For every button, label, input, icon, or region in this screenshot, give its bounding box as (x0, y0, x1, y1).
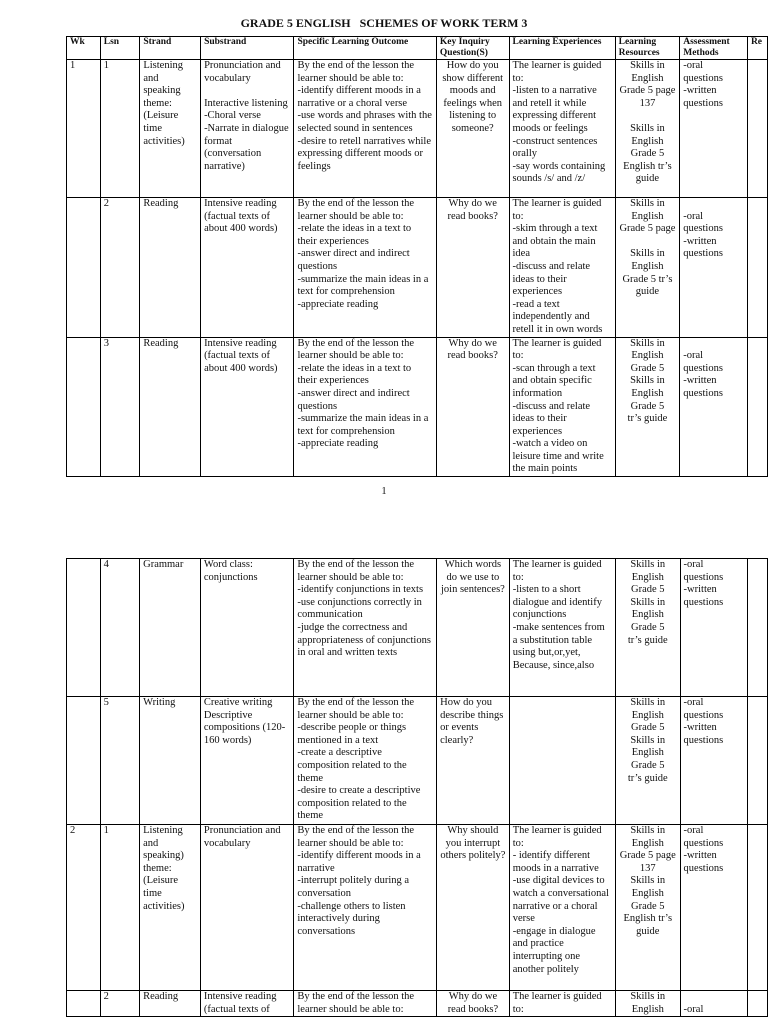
table-row (67, 337, 768, 477)
cell-outcome: By the end of the lesson the learner should be able to: (294, 991, 437, 1017)
cell-strand: Listening and speaking theme: (Leisure time activities) (140, 60, 201, 198)
cell-outcome: By the end of the lesson the learner should be able to: -identify different moods in a narrative or a choral verse -use words and phrases with the selected sound in sentences -desire to retell narratives while expressing different moods or feelings (294, 60, 436, 198)
cell-resources: Skills in English Grade 5 Skills in English Grade 5 tr’s guide (616, 559, 681, 697)
table-row (67, 559, 768, 697)
header-experiences: Learning Experiences (509, 37, 615, 60)
cell-assessment: -oral questions -written questions (680, 825, 748, 991)
cell-question: Why should you interrupt others politely? (437, 825, 510, 991)
cell-substrand: Pronunciation and vocabulary Interactive listening -Choral verse -Narrate in dialogue format (conversation narrative) (201, 60, 294, 198)
table-row (67, 825, 768, 991)
cell-lesson: 4 (100, 559, 140, 697)
cell-experiences: The learner is guided to: - identify different moods in a narrative -use digital devices to watch a conversational narrative or a choral verse -engage in dialogue and practice interrupting one another politely (509, 825, 615, 991)
cell-question: Why do we read books? (436, 198, 509, 338)
cell-remarks (747, 60, 767, 198)
cell-substrand: Intensive reading (factual texts of about 400 words) (201, 198, 294, 338)
cell-outcome: By the end of the lesson the learner should be able to: -identify different moods in a narrative -interrupt politely during a conversation -challenge others to listen interactively during conversations (294, 825, 437, 991)
cell-remarks (748, 559, 768, 697)
cell-remarks (747, 337, 767, 477)
cell-lesson: 3 (100, 337, 140, 477)
cell-substrand: Pronunciation and vocabulary (200, 825, 294, 991)
cell-question: How do you show different moods and feelings when listening to someone? (436, 60, 509, 198)
cell-remarks (747, 198, 767, 338)
cell-remarks (748, 697, 768, 825)
cell-week (67, 559, 101, 697)
table-row (67, 60, 768, 198)
cell-substrand: Creative writing Descriptive compositions (120-160 words) (200, 697, 294, 825)
cell-outcome: By the end of the lesson the learner should be able to: -relate the ideas in a text to their experiences -answer direct and indirect questions -summarize the main ideas in a text for comprehension -appreciate reading (294, 198, 436, 338)
header-remarks: Re (747, 37, 767, 60)
cell-experiences: The learner is guided to: -listen to a short dialogue and identify conjunctions -make sentences from a substitution table using but,or,yet, Because, since,also (509, 559, 615, 697)
cell-outcome: By the end of the lesson the learner should be able to: -relate the ideas in a text to their experiences -answer direct and indirect questions -summarize the main ideas in a text for comprehension -appreciate reading (294, 337, 436, 477)
cell-resources: Skills in English Grade 5 Skills in English Grade 5 tr’s guide (616, 697, 681, 825)
cell-strand: Reading (140, 198, 201, 338)
table-row (67, 198, 768, 338)
cell-assessment: -oral questions -written questions (680, 60, 748, 198)
cell-question: How do you describe things or events clearly? (437, 697, 510, 825)
page-title: GRADE 5 ENGLISH SCHEMES OF WORK TERM 3 (240, 16, 528, 30)
cell-resources: Skills in English Grade 5 Skills in English Grade 5 tr’s guide (615, 337, 680, 477)
cell-substrand: Intensive reading (factual texts of (200, 991, 294, 1017)
page-number: 1 (381, 486, 387, 497)
cell-assessment: -oral questions -written questions (680, 559, 748, 697)
cell-experiences: The learner is guided to: -scan through a text and obtain specific information -discuss and relate ideas to their experiences -watch a video on leisure time and write the main points (509, 337, 615, 477)
table-row (67, 991, 768, 1017)
cell-week (67, 697, 101, 825)
cell-week: 2 (67, 825, 101, 991)
cell-resources: Skills in English (616, 991, 681, 1017)
header-week: Wk (67, 37, 101, 60)
cell-strand: Grammar (140, 559, 201, 697)
cell-outcome: By the end of the lesson the learner should be able to: -describe people or things mentioned in a text -create a descriptive composition related to the theme -desire to create a descriptive composition related to the theme (294, 697, 437, 825)
cell-lesson: 5 (100, 697, 140, 825)
header-lesson: Lsn (100, 37, 140, 60)
cell-experiences: The learner is guided to: (509, 991, 615, 1017)
cell-resources: Skills in English Grade 5 page 137 Skills in English Grade 5 English tr’s guide (616, 825, 681, 991)
cell-week: 1 (67, 60, 101, 198)
scheme-table-page-2 (66, 558, 768, 1017)
cell-outcome: By the end of the lesson the learner should be able to: -identify conjunctions in texts -use conjunctions correctly in communication -judge the correctness and appropriateness of conjunctions in oral and written texts (294, 559, 437, 697)
cell-experiences (509, 697, 615, 825)
cell-remarks (748, 991, 768, 1017)
header-assessment: Assessment Methods (680, 37, 748, 60)
cell-substrand: Intensive reading (factual texts of about 400 words) (201, 337, 294, 477)
cell-strand: Reading (140, 991, 201, 1017)
header-row (67, 37, 768, 60)
cell-resources: Skills in English Grade 5 page Skills in English Grade 5 tr’s guide (615, 198, 680, 338)
cell-remarks (748, 825, 768, 991)
cell-assessment: -oral questions -written questions (680, 337, 748, 477)
cell-question: Why do we read books? (436, 337, 509, 477)
cell-lesson: 1 (100, 60, 140, 198)
cell-question: Why do we read books? (437, 991, 510, 1017)
cell-lesson: 2 (100, 198, 140, 338)
cell-strand: Writing (140, 697, 201, 825)
cell-lesson: 1 (100, 825, 140, 991)
header-resources: Learning Resources (615, 37, 680, 60)
cell-experiences: The learner is guided to: -skim through a text and obtain the main idea -discuss and relate ideas to their experiences -read a text independently and retell it in own words (509, 198, 615, 338)
cell-strand: Listening and speaking) theme: (Leisure time activities) (140, 825, 201, 991)
cell-lesson: 2 (100, 991, 140, 1017)
header-strand: Strand (140, 37, 201, 60)
header-outcome: Specific Learning Outcome (294, 37, 436, 60)
cell-substrand: Word class: conjunctions (200, 559, 294, 697)
cell-week (67, 198, 101, 338)
cell-strand: Reading (140, 337, 201, 477)
cell-experiences: The learner is guided to: -listen to a narrative and retell it while expressing different moods or feelings -construct sentences orally -say words containing sounds /s/ and /z/ (509, 60, 615, 198)
cell-resources: Skills in English Grade 5 page 137 Skills in English Grade 5 English tr’s guide (615, 60, 680, 198)
cell-assessment: -oral (680, 991, 748, 1017)
cell-week (67, 337, 101, 477)
cell-assessment: -oral questions -written questions (680, 198, 748, 338)
scheme-table-page-1 (66, 36, 768, 477)
header-question: Key Inquiry Question(S) (436, 37, 509, 60)
cell-assessment: -oral questions -written questions (680, 697, 748, 825)
header-substrand: Substrand (201, 37, 294, 60)
table-row (67, 697, 768, 825)
cell-week (67, 991, 101, 1017)
cell-question: Which words do we use to join sentences? (437, 559, 510, 697)
